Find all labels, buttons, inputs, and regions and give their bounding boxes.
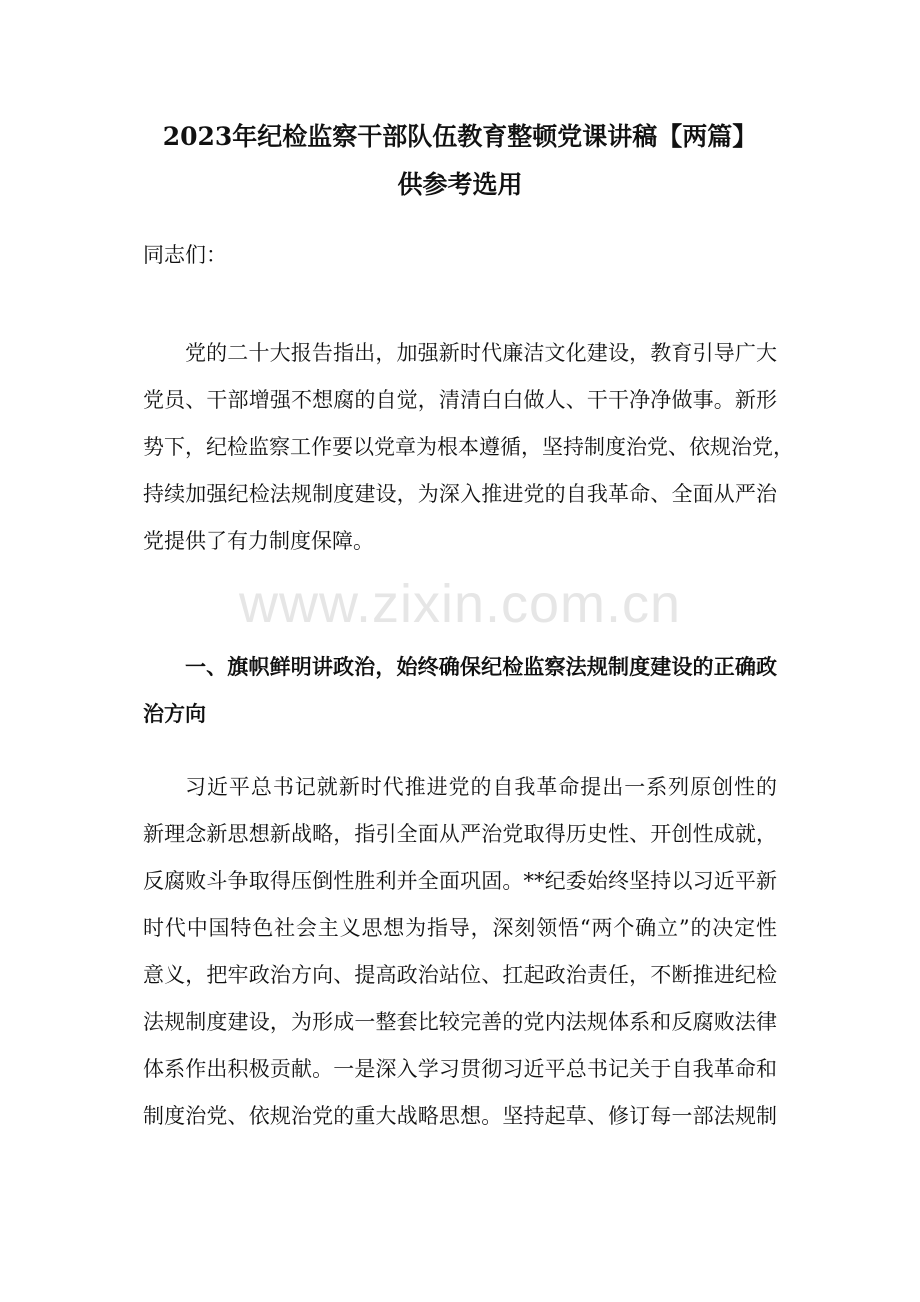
section-heading-1 <box>143 643 777 737</box>
title-line-2: 供参考选用 <box>397 170 523 199</box>
watermark: www.zixin.com.cn <box>238 574 682 634</box>
paragraph-2 <box>143 764 777 1140</box>
text-line: 势下，纪检监察工作要以党章为根本遵循，坚持制度治党、依规治党， <box>143 435 794 459</box>
text-line: 反腐败斗争取得压倒性胜利并全面巩固。**纪委始终坚持以习近平新 <box>143 869 777 893</box>
text-line: 法规制度建设，为形成一整套比较完善的党内法规体系和反腐败法律 <box>143 1010 777 1034</box>
heading-line: 治方向 <box>143 701 206 726</box>
text-line: 持续加强纪检法规制度建设，为深入推进党的自我革命、全面从严治 <box>143 482 777 506</box>
text-line: 习近平总书记就新时代推进党的自我革命提出一系列原创性的 <box>185 775 777 799</box>
paragraph-1 <box>143 330 794 565</box>
text-line: 党的二十大报告指出，加强新时代廉洁文化建设，教育引导广大 <box>185 341 777 365</box>
text-line: 党提供了有力制度保障。 <box>143 529 374 553</box>
title-line-1: 2023年纪检监察干部队伍教育整顿党课讲稿【两篇】 <box>162 122 758 151</box>
text-line: 时代中国特色社会主义思想为指导，深刻领悟“两个确立”的决定性 <box>143 916 777 940</box>
text-line: 新理念新思想新战略，指引全面从严治党取得历史性、开创性成就， <box>143 822 777 846</box>
text-line: 意义，把牢政治方向、提高政治站位、扛起政治责任，不断推进纪检 <box>143 963 777 987</box>
document-title <box>0 113 920 209</box>
salutation: 同志们： <box>143 243 227 267</box>
text-line: 体系作出积极贡献。一是深入学习贯彻习近平总书记关于自我革命和 <box>143 1057 777 1081</box>
heading-line: 一、旗帜鲜明讲政治，始终确保纪检监察法规制度建设的正确政 <box>185 654 777 679</box>
text-line: 制度治党、依规治党的重大战略思想。坚持起草、修订每一部法规制 <box>143 1104 777 1128</box>
text-line: 党员、干部增强不想腐的自觉，清清白白做人、干干净净做事。新形 <box>143 388 777 412</box>
